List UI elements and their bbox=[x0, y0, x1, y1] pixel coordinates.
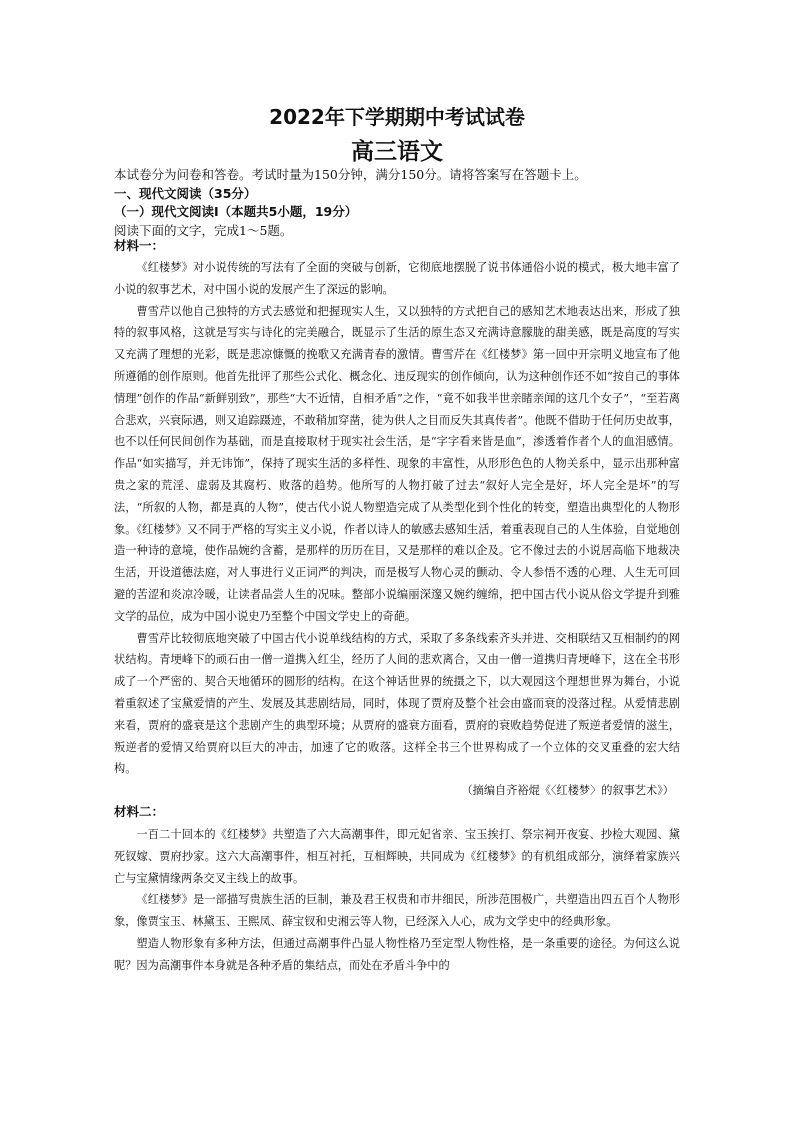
material-two-label: 材料二： bbox=[114, 803, 165, 819]
material-one-paragraph: 《红楼梦》对小说传统的写法有了全面的突破与创新，它彻底地摆脱了说书体通俗小说的模式，极大地丰富了小说的叙事艺术，对中国小说的发展产生了深远的影响。 bbox=[114, 261, 680, 296]
exam-instructions: 本试卷分为问卷和答卷。考试时量为150分钟，满分150分。请将答案写在答题卡上。 bbox=[114, 167, 587, 182]
material-two-paragraph: 塑造人物形象有多种方法，但通过高潮事件凸显人物性格乃至定型人物性格，是一条重要的途径。为何这么说呢？因为高潮事件本身就是各种矛盾的集结点，而处在矛盾斗争中的 bbox=[114, 936, 680, 972]
exam-header-block bbox=[114, 166, 684, 240]
material-two-paragraph: 《红楼梦》是一部描写贵族生活的巨制，兼及君王权贵和市井细民，所涉范围极广，共塑造出四五百个人物形象，像贾宝玉、林黛玉、王熙凤、薛宝钗和史湘云等人物，已经深入人心，成为文学史中的经典形象。 bbox=[114, 893, 680, 929]
exam-subject: 高三语文 bbox=[351, 139, 443, 165]
exam-title: 2022年下学期期中考试试卷 bbox=[269, 105, 525, 129]
reading-passage bbox=[114, 237, 680, 977]
subsection-heading: （一）现代文阅读Ⅰ（本题共5小题，19分） bbox=[114, 204, 358, 219]
material-two-paragraph: 一百二十回本的《红楼梦》共塑造了六大高潮事件，即元妃省亲、宝玉挨打、祭宗祠开夜宴、抄检大观园、黛死钗嫁、贾府抄家。这六大高潮事件，相互衬托，互相辉映，共同成为《红楼梦》的有机组成部分，演绎着家族兴亡与宝黛情缘两条交叉主线上的故事。 bbox=[114, 827, 680, 885]
material-one-paragraph: 曹雪芹以他自己独特的方式去感觉和把握现实人生，又以独特的方式把自己的感知艺术地表达出来，形成了独特的叙事风格，这就是写实与诗化的完美融合，既显示了生活的原生态又充满诗意朦胧的甜美感，既是高度的写实又充满了理想的光彩，既是悲凉慷慨的挽歌又充满青春的激情。曹雪芹在《红楼梦》第一回中开宗明义地宣布了他所遵循的创作原则。他首先批评了那些公式化、概念化、违反现实的创作倾向，认为这种创作还不如“按自己的事体情理”创作的作品“新鲜别致”，那些“大不近情，自相矛盾”之作，“竟不如我半世亲睹亲闻的这几个女子”，“至若离合悲欢，兴衰际遇，则又追踪蹑迹，不敢稍加穿凿，徒为供人之目而反失其真传者”。他既不借助于任何历史故事，也不以任何民间创作为基础，而是直接取材于现实社会生活，是“字字看来皆是血”，渗透着作者个人的血泪感情。作品“如实描写，并无讳饰”，保持了现实生活的多样性、现象的丰富性，从形形色色的人物关系中，显示出那种富贵之家的荒淫、虚弱及其腐朽、败落的趋势。他所写的人物打破了过去“叙好人完全是好，坏人完全是坏”的写法，“所叙的人物，都是真的人物”，使古代小说人物塑造完成了从类型化到个性化的转变，塑造出典型化的人物形象。《红楼梦》又不同于严格的写实主义小说，作者以诗人的敏感去感知生活，着重表现自己的人生体验，自觉地创造一种诗的意境，使作品婉约含蓄，是那样的历历在目，又是那样的难以企及。它不像过去的小说居高临下地裁决生活，开设道德法庭，对人事进行义正词严的判决，而是极写人物心灵的颤动、令人参悟不透的心理、人生无可回避的苦涩和炎凉冷暖，让读者品尝人生的况味。整部小说编丽深邃又婉约缠绵，把中国古代小说从俗文学提升到雅文学的品位，成为中国小说史乃至整个中国文学史上的奇葩。 bbox=[114, 304, 680, 623]
section-heading: 一、现代文阅读（35分） bbox=[114, 185, 257, 201]
material-one-paragraph: 曹雪芹比较彻底地突破了中国古代小说单线结构的方式，采取了多条线索齐头并进、交相联结又互相制约的网状结构。青埂峰下的顽石由一僧一道携入红尘，经历了人间的悲欢离合，又由一僧一道携归青埂峰下，这在全书形成了一个严密的、契合天地循环的圆形的结构。在这个神话世界的统摄之下，以大观园这个理想世界为舞台，小说着重叙述了宝黛爱情的产生、发展及其悲剧结局，同时，体现了贾府及整个社会由盛而衰的没落过程。从爱情悲剧来看，贾府的盛衰是这个悲剧产生的典型环境；从贾府的盛衰方面看，贾府的衰败趋势促进了叛逆者爱情的滋生，叛逆者的爱情又给贾府以巨大的冲击，加速了它的败落。这样全书三个世界构成了一个立体的交叉重叠的宏大结构。 bbox=[114, 631, 680, 776]
material-one-label: 材料一： bbox=[114, 238, 165, 253]
material-one-source: （摘编自齐裕焜《〈红楼梦〉的叙事艺术》） bbox=[461, 784, 674, 798]
reading-prompt: 阅读下面的文字，完成1～5题。 bbox=[114, 222, 293, 238]
